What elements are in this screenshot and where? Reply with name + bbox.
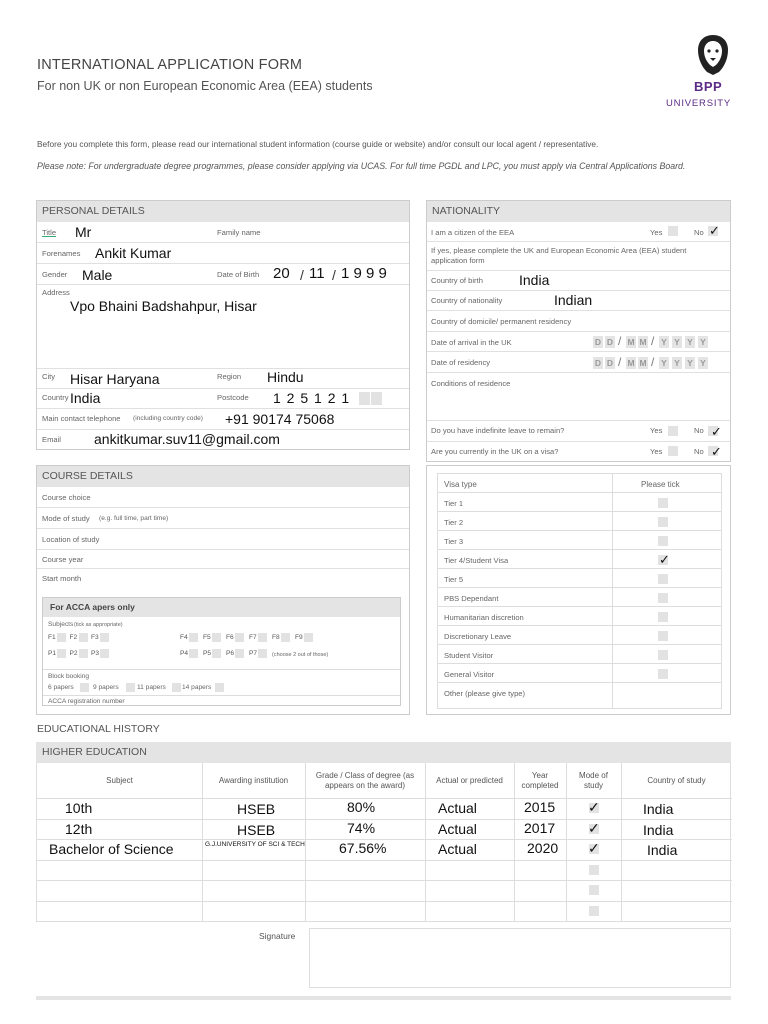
residency-row xyxy=(427,352,730,373)
paper-option-checkbox[interactable] xyxy=(172,683,181,692)
visa-row xyxy=(438,512,721,531)
leave-no-label: No xyxy=(694,426,704,435)
date-cell[interactable]: Y xyxy=(685,357,695,369)
dob-separator: / xyxy=(300,267,304,283)
visa-row xyxy=(438,550,721,569)
note-text: Please note: For undergraduate degree programmes, please consider applying via UCAS. For full time PGDL and LPC, you must apply via Central Applications Board. xyxy=(37,161,686,171)
acca-subject-label: F3 xyxy=(91,634,99,641)
date-cell[interactable]: Y xyxy=(672,336,682,348)
visa-type-label: Discretionary Leave xyxy=(444,632,512,641)
mode-tick: ✓ xyxy=(588,799,600,815)
visa-type-label: Student Visitor xyxy=(444,651,494,660)
visa-type-label: Other (please give type) xyxy=(444,689,526,698)
acca-subject-label: P2 xyxy=(69,650,78,657)
education-table xyxy=(36,763,731,922)
dob-separator: / xyxy=(332,267,336,283)
conditions-label: Conditions of residence xyxy=(431,379,511,388)
country-cell[interactable]: India xyxy=(647,842,678,858)
block-label: Block booking xyxy=(48,673,90,680)
subject-cell[interactable]: 12th xyxy=(65,820,93,837)
dob-label: Date of Birth xyxy=(217,270,260,279)
visa-type-label: Tier 1 xyxy=(444,499,464,508)
visa-yes-checkbox[interactable] xyxy=(668,446,678,456)
higher-education-heading: HIGHER EDUCATION xyxy=(36,742,731,763)
acca-subject-label: P6 xyxy=(226,650,235,657)
postcode-box[interactable] xyxy=(371,392,382,405)
nationality-heading: NATIONALITY xyxy=(427,201,730,222)
acca-subject-checkbox[interactable] xyxy=(212,633,221,642)
date-cell[interactable]: D xyxy=(606,358,614,368)
date-cell[interactable]: M xyxy=(639,337,647,347)
logo-subtext: UNIVERSITY xyxy=(666,98,732,109)
acca-subject-checkbox[interactable] xyxy=(258,633,267,642)
visa-row xyxy=(438,664,721,683)
header-year: Year completed xyxy=(521,770,559,790)
visa-type-checkbox[interactable] xyxy=(658,517,668,527)
postcode-label: Postcode xyxy=(217,393,249,402)
acca-subject-label: F8 xyxy=(272,634,280,641)
visa-type-checkbox[interactable] xyxy=(658,536,668,546)
paper-option-label: 14 papers xyxy=(182,684,212,691)
birth-label: Country of birth xyxy=(431,276,483,285)
location-label: Location of study xyxy=(42,535,100,544)
visa-row xyxy=(438,626,721,645)
conditions-row xyxy=(427,373,730,421)
date-cell[interactable]: M xyxy=(627,337,635,347)
visa-row xyxy=(438,493,721,512)
nationality-label: Country of nationality xyxy=(431,296,503,305)
visa-type-label: PBS Dependant xyxy=(444,594,499,603)
year-cell[interactable]: 2015 xyxy=(524,799,556,815)
mode-tick: ✓ xyxy=(588,819,600,836)
acca-subject-label: F6 xyxy=(226,634,234,641)
acca-reg-row[interactable] xyxy=(43,695,400,707)
paper-option-label: 6 papers xyxy=(48,684,74,691)
visa-type-checkbox[interactable] xyxy=(658,669,668,679)
acca-subject-label: P1 xyxy=(48,650,57,657)
acca-subject-label: P3 xyxy=(91,650,100,657)
date-cell[interactable]: Y xyxy=(659,336,669,348)
eea-no-tick: ✓ xyxy=(709,223,720,238)
dob-day-field[interactable]: 20 xyxy=(273,265,290,282)
visa-row xyxy=(438,531,721,550)
leave-yes-label: Yes xyxy=(650,426,663,435)
acca-subject-label: F7 xyxy=(249,634,257,641)
acca-subject-checkbox[interactable] xyxy=(57,633,66,642)
intro-text: Before you complete this form, please read our international student information (course guide or website) and/or consult our local agent / representative. xyxy=(37,139,599,149)
visa-col-tick: Please tick xyxy=(641,480,680,489)
email-row xyxy=(37,430,409,450)
table-row-divider xyxy=(37,901,732,902)
visa-col-type: Visa type xyxy=(444,480,477,489)
acca-subjects xyxy=(43,617,400,670)
eea-note-row xyxy=(427,242,730,271)
paper-option-label: 11 papers xyxy=(137,684,166,691)
paper-option-checkbox[interactable] xyxy=(126,683,135,692)
visa-type-checkbox[interactable] xyxy=(658,498,668,508)
visa-type-checkbox[interactable] xyxy=(658,574,668,584)
visa-row xyxy=(438,588,721,607)
personal-details-panel xyxy=(36,200,410,450)
birth-field[interactable]: India xyxy=(519,272,550,288)
region-field[interactable]: Hindu xyxy=(267,369,304,385)
email-label: Email xyxy=(42,435,61,444)
visa-type-label: Humanitarian discretion xyxy=(444,613,524,622)
block-row xyxy=(43,670,400,682)
date-cell[interactable]: Y xyxy=(698,357,708,369)
lion-logo-icon xyxy=(696,34,730,76)
acca-subject-checkbox[interactable] xyxy=(258,649,267,658)
acca-subject-checkbox[interactable] xyxy=(281,633,290,642)
family-name-label: Family name xyxy=(217,228,261,237)
acca-subject-label: P7 xyxy=(249,650,258,657)
visa-type-label: General Visitor xyxy=(444,670,495,679)
forenames-row xyxy=(37,243,409,264)
title-row xyxy=(37,222,409,243)
date-cell[interactable]: Y xyxy=(698,336,708,348)
visa-type-label: Tier 3 xyxy=(444,537,464,546)
visa-type-label: Tier 2 xyxy=(444,518,464,527)
mode-tick: ✓ xyxy=(588,840,600,856)
visa-question-label: Are you currently in the UK on a visa? xyxy=(431,447,559,456)
grade-cell[interactable]: 67.56% xyxy=(339,840,387,856)
visa-type-checkbox[interactable] xyxy=(658,593,668,603)
visa-table xyxy=(437,473,722,709)
date-cell[interactable]: D xyxy=(594,337,602,347)
city-field[interactable]: Hisar Haryana xyxy=(70,371,160,387)
dob-month-field[interactable]: 11 xyxy=(309,265,325,282)
paper-option-label: 9 papers xyxy=(93,684,119,691)
acca-subject-checkbox[interactable] xyxy=(212,649,221,658)
form-title: INTERNATIONAL APPLICATION FORM xyxy=(37,57,303,73)
actual-cell[interactable]: Actual xyxy=(438,820,477,837)
acca-box xyxy=(42,597,401,706)
acca-subject-label: F4 xyxy=(180,634,188,641)
date-separator: / xyxy=(651,334,655,348)
header-institution: Awarding institution xyxy=(218,775,289,785)
country-field[interactable]: India xyxy=(70,390,101,406)
mode-checkbox[interactable] xyxy=(589,885,599,895)
acca-subject-checkbox[interactable] xyxy=(304,633,313,642)
visa-row xyxy=(438,645,721,664)
domicile-row xyxy=(427,311,730,332)
city-region-row xyxy=(37,369,409,389)
personal-details-heading: PERSONAL DETAILS xyxy=(37,201,409,222)
arrival-row xyxy=(427,332,730,352)
signature-field[interactable] xyxy=(309,928,731,988)
location-row[interactable] xyxy=(37,529,409,550)
paper-option-checkbox[interactable] xyxy=(80,683,89,692)
visa-type-checkbox[interactable] xyxy=(658,612,668,622)
eea-note: If yes, please complete the UK and European Economic Area (EEA) student application form xyxy=(431,246,687,265)
arrival-label: Date of arrival in the UK xyxy=(431,338,512,347)
start-month-label: Start month xyxy=(42,574,82,583)
acca-subject-checkbox[interactable] xyxy=(189,649,198,658)
table-row xyxy=(37,839,732,860)
mode-checkbox[interactable] xyxy=(589,906,599,916)
nationality-panel xyxy=(426,200,731,462)
table-row-divider xyxy=(37,880,732,881)
visa-row xyxy=(438,569,721,588)
date-cell[interactable]: Y xyxy=(672,357,682,369)
gender-label: Gender xyxy=(42,270,68,279)
higher-education-panel xyxy=(36,742,731,922)
course-details-panel xyxy=(36,465,410,715)
visa-type-tick: ✓ xyxy=(659,552,670,567)
country-label: Country xyxy=(42,393,69,402)
paper-option-checkbox[interactable] xyxy=(215,683,224,692)
visa-type-checkbox[interactable] xyxy=(658,650,668,660)
postcode-field[interactable]: 1 2 5 1 2 1 xyxy=(273,390,351,406)
logo-wordmark: BPP xyxy=(694,79,723,94)
grade-cell[interactable]: 80% xyxy=(347,799,376,815)
acca-reg-label: ACCA registration number xyxy=(48,698,125,705)
mode-note: (e.g. full time, part time) xyxy=(99,515,169,522)
visa-type-label: Tier 4/Student Visa xyxy=(444,556,509,565)
mode-row[interactable] xyxy=(37,508,409,529)
acca-subject-checkbox[interactable] xyxy=(189,633,198,642)
gender-field[interactable]: Male xyxy=(82,267,113,283)
date-cell[interactable]: M xyxy=(627,358,635,368)
title-field[interactable]: Mr xyxy=(75,224,92,240)
forenames-label: Forenames xyxy=(42,249,81,258)
visa-type-label: Tier 5 xyxy=(444,575,464,584)
acca-subject-checkbox[interactable] xyxy=(57,649,66,658)
signature-label: Signature xyxy=(259,931,296,941)
acca-subject-checkbox[interactable] xyxy=(235,633,244,642)
visa-panel xyxy=(426,465,731,715)
course-choice-label: Course choice xyxy=(42,493,91,502)
subject-cell[interactable]: Bachelor of Science xyxy=(49,841,174,857)
table-row xyxy=(37,798,732,819)
course-choice-row[interactable] xyxy=(37,487,409,508)
address-label: Address xyxy=(42,288,70,297)
table-row xyxy=(37,819,732,840)
acca-subject-checkbox[interactable] xyxy=(100,649,109,658)
date-cell[interactable]: D xyxy=(594,358,602,368)
actual-cell[interactable]: Actual xyxy=(438,800,477,816)
institution-cell[interactable]: HSEB xyxy=(237,801,276,817)
visa-question-row xyxy=(427,442,730,462)
eea-no-label: No xyxy=(694,228,704,237)
date-separator: / xyxy=(618,334,622,348)
region-label: Region xyxy=(217,372,242,381)
country-cell[interactable]: India xyxy=(643,801,674,817)
eea-label: I am a citizen of the EEA xyxy=(431,228,515,237)
city-label: City xyxy=(42,372,56,381)
postcode-box[interactable] xyxy=(359,392,370,405)
visa-row xyxy=(438,683,721,702)
subject-cell[interactable]: 10th xyxy=(65,800,93,816)
visa-yes-label: Yes xyxy=(650,447,663,456)
visa-table-header xyxy=(438,474,721,493)
nationality-field[interactable]: Indian xyxy=(554,292,593,308)
address-row xyxy=(37,285,409,369)
acca-heading: For ACCA apers only xyxy=(43,598,400,617)
visa-row xyxy=(438,607,721,626)
acca-subject-checkbox[interactable] xyxy=(100,633,109,642)
course-year-row[interactable] xyxy=(37,550,409,569)
institution-cell[interactable]: HSEB xyxy=(237,821,276,838)
date-separator: / xyxy=(651,355,655,369)
acca-subject-label: F9 xyxy=(295,634,303,641)
date-cell[interactable]: Y xyxy=(685,336,695,348)
title-label: Title xyxy=(42,228,57,237)
acca-subject-label: P5 xyxy=(203,650,212,657)
footer-bar xyxy=(36,996,731,1000)
phone-label-note: (including country code) xyxy=(133,415,204,422)
date-separator: / xyxy=(618,355,622,369)
header-grade: Grade / Class of degree (as appears on the award) xyxy=(315,770,415,790)
year-cell[interactable]: 2020 xyxy=(527,840,559,856)
date-cell[interactable]: D xyxy=(606,337,614,347)
header-country: Country of study xyxy=(647,775,706,785)
course-year-label: Course year xyxy=(42,555,84,564)
domicile-label: Country of domicile/ permanent residency xyxy=(431,317,572,326)
leave-yes-checkbox[interactable] xyxy=(668,426,678,436)
country-cell[interactable]: India xyxy=(643,821,674,838)
acca-subject-checkbox[interactable] xyxy=(235,649,244,658)
mode-checkbox[interactable] xyxy=(589,865,599,875)
form-subtitle: For non UK or non European Economic Area (EEA) students xyxy=(37,79,373,93)
leave-label: Do you have indefinite leave to remain? xyxy=(431,426,565,435)
table-row-divider xyxy=(37,860,732,861)
acca-subject-checkbox[interactable] xyxy=(79,633,88,642)
residency-label: Date of residency xyxy=(431,358,491,367)
acca-subject-label: F5 xyxy=(203,634,211,641)
course-details-heading: COURSE DETAILS xyxy=(37,466,409,487)
email-field[interactable]: ankitkumar.suv11@gmail.com xyxy=(94,431,280,447)
papers-row xyxy=(48,682,400,694)
family-name-field[interactable] xyxy=(277,225,407,240)
year-cell[interactable]: 2017 xyxy=(524,819,556,836)
phone-label: Main contact telephone xyxy=(42,414,121,423)
acca-choose-note: (choose 2 out of those) xyxy=(272,652,329,658)
acca-subjects-note: (tick as appropriate) xyxy=(74,622,123,628)
visa-type-checkbox[interactable] xyxy=(658,631,668,641)
header-subject: Subject xyxy=(106,775,133,785)
acca-subject-label: P4 xyxy=(180,650,189,657)
actual-cell[interactable]: Actual xyxy=(438,841,477,857)
institution-cell[interactable]: G.J.UNIVERSITY OF SCI & TECH xyxy=(205,841,305,848)
birth-row xyxy=(427,271,730,291)
mode-label: Mode of study xyxy=(42,514,90,523)
acca-subject-label: F1 xyxy=(48,634,56,641)
gender-dob-row xyxy=(37,264,409,285)
eea-row xyxy=(427,222,730,242)
grade-cell[interactable]: 74% xyxy=(347,819,376,836)
education-section-title: EDUCATIONAL HISTORY xyxy=(37,723,160,735)
date-cell[interactable]: Y xyxy=(659,357,669,369)
header-actual: Actual or predicted xyxy=(436,775,503,785)
start-month-row[interactable] xyxy=(37,569,409,589)
eea-yes-label: Yes xyxy=(650,228,663,237)
acca-subject-checkbox[interactable] xyxy=(79,649,88,658)
forenames-field[interactable]: Ankit Kumar xyxy=(95,245,172,261)
country-postcode-row xyxy=(37,389,409,409)
acca-subjects-label: Subjects xyxy=(48,621,74,628)
visa-no-tick: ✓ xyxy=(711,444,722,459)
leave-no-tick: ✓ xyxy=(711,424,722,439)
phone-row xyxy=(37,409,409,430)
dob-year-field[interactable]: 1 9 9 9 xyxy=(341,265,387,282)
leave-row xyxy=(427,421,730,442)
acca-subject-label: F2 xyxy=(69,634,78,641)
address-field[interactable]: Vpo Bhaini Badshahpur, Hisar xyxy=(70,298,257,314)
eea-yes-checkbox[interactable] xyxy=(668,226,678,236)
nationality-row xyxy=(427,291,730,311)
date-cell[interactable]: M xyxy=(639,358,647,368)
visa-no-label: No xyxy=(694,447,704,456)
phone-field[interactable]: +91 90174 75068 xyxy=(225,411,335,427)
header-mode: Mode of study xyxy=(579,770,608,790)
